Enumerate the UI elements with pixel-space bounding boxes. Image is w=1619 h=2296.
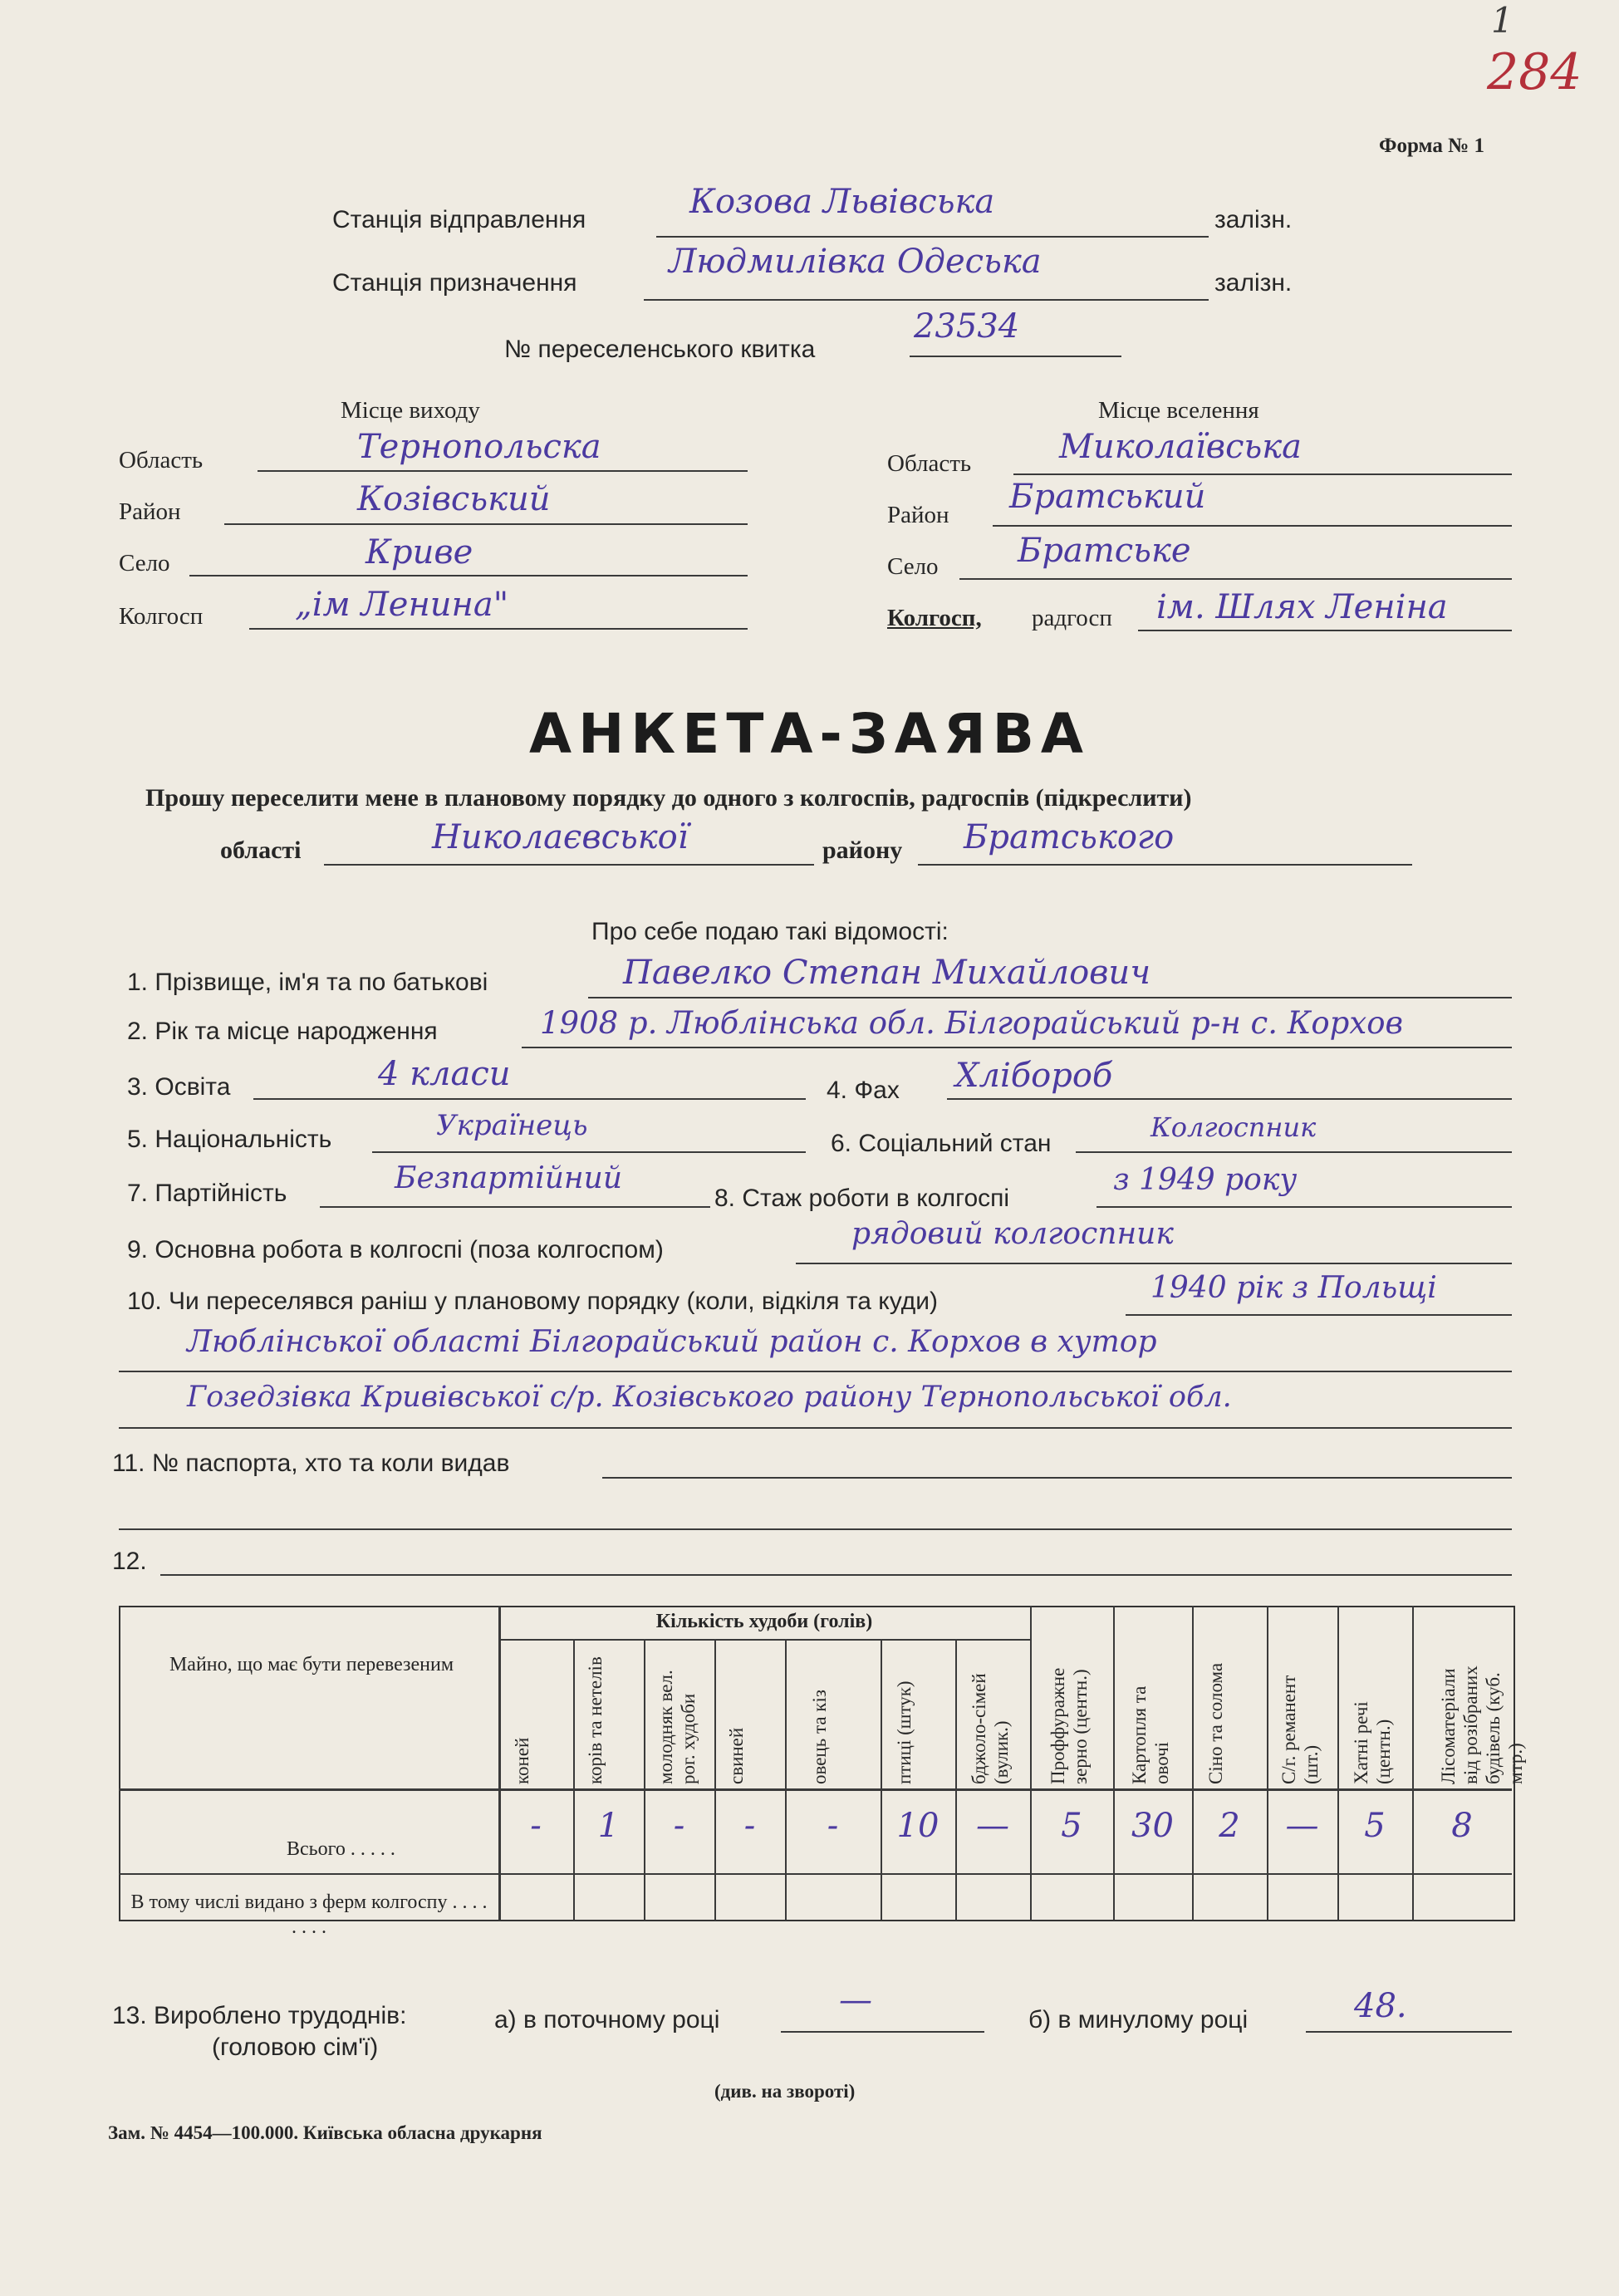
departure-rail: залізн. <box>1214 206 1293 233</box>
f2-label: 2. Рік та місце народження <box>127 1018 438 1045</box>
workdays-sub-label: (головою сім'ї) <box>212 2034 379 2061</box>
info-heading: Про себе подаю такі відомості: <box>591 918 949 945</box>
column-header-1: коней <box>512 1737 532 1784</box>
f12-label: 12. <box>112 1548 147 1575</box>
origin-oblast-label: Область <box>119 447 204 473</box>
f10-value-1: 1940 рік з Польщі <box>1150 1271 1437 1305</box>
total-value-5: - <box>827 1807 839 1845</box>
destination-selo-label: Село <box>887 553 939 580</box>
destination-oblast-value: Миколаївська <box>1059 428 1302 466</box>
origin-kolhosp-label: Колгосп <box>119 603 204 630</box>
archive-number: 284 <box>1487 43 1582 101</box>
origin-title: Місце виходу <box>341 397 480 424</box>
request-raion-value: Братського <box>964 818 1175 856</box>
destination-title: Місце вселення <box>1098 397 1259 424</box>
total-value-3: - <box>673 1807 685 1845</box>
f1-value: Павелко Степан Михайлович <box>623 954 1151 992</box>
total-value-9: 30 <box>1131 1807 1174 1845</box>
workdays-current-value: — <box>839 1981 872 2019</box>
destination-raion-label: Район <box>887 502 949 528</box>
f3-value: 4 класи <box>378 1055 511 1093</box>
f6-label: 6. Соціальний стан <box>831 1130 1052 1157</box>
cattle-header: Кількість худоби (голів) <box>655 1611 873 1632</box>
see-reverse: (див. на звороті) <box>714 2081 856 2102</box>
destination-raion-value: Братський <box>1009 478 1206 516</box>
total-value-10: 2 <box>1219 1807 1240 1845</box>
total-value-13: 8 <box>1451 1807 1473 1845</box>
column-header-3: молодняк вел. рог. худоби <box>655 1670 699 1784</box>
printer-note: Зам. № 4454—100.000. Київська обласна друкарня <box>108 2122 542 2143</box>
total-value-2: 1 <box>597 1807 620 1845</box>
departure-value: Козова Львівська <box>689 183 995 221</box>
f11-label: 11. № паспорта, хто та коли видав <box>112 1450 510 1477</box>
f7-label: 7. Партійність <box>127 1180 287 1207</box>
request-raion-label: району <box>822 836 903 864</box>
destination-value: Людмилівка Одеська <box>669 243 1042 281</box>
destination-kolhosp-value: ім. Шлях Леніна <box>1156 588 1448 626</box>
f2-value: 1908 р. Люблінська обл. Білгорайський р-н с. Корхов <box>540 1005 1403 1041</box>
request-oblast-label: області <box>220 836 302 864</box>
total-value-1: - <box>530 1807 542 1845</box>
f5-value: Українець <box>436 1109 588 1142</box>
f3-label: 3. Освіта <box>127 1073 231 1101</box>
destination-rail: залізн. <box>1214 269 1293 297</box>
f8-value: з 1949 року <box>1113 1163 1298 1197</box>
origin-selo-label: Село <box>119 550 170 576</box>
destination-label: Станція призначення <box>332 269 577 297</box>
column-header-4: свиней <box>725 1727 747 1784</box>
f5-label: 5. Національність <box>127 1126 332 1153</box>
f6-value: Колгоспник <box>1150 1111 1317 1143</box>
property-label: Майно, що має бути перевезеним <box>169 1654 454 1675</box>
farm-label: В тому числі видано з ферм колгоспу . . . . . . . . <box>130 1891 488 1938</box>
f4-value: Хлібороб <box>955 1057 1113 1095</box>
column-header-13: Лісоматеріали від розібраних будівель (куб. мтр.) <box>1438 1666 1526 1784</box>
origin-oblast-value: Тернопольска <box>357 428 601 466</box>
workdays-last-value: 48. <box>1354 1987 1407 2025</box>
column-header-5: овець та кіз <box>808 1690 830 1784</box>
origin-raion-label: Район <box>119 498 181 525</box>
request-text: Прошу переселити мене в плановому порядку до одного з колгоспів, радгоспів (підкреслити) <box>145 784 1192 812</box>
archive-small-mark: 1 <box>1491 0 1514 41</box>
total-value-12: 5 <box>1364 1807 1386 1845</box>
origin-kolhosp-value: „ім Ленина" <box>295 586 509 624</box>
total-value-11: — <box>1285 1807 1319 1845</box>
ticket-label: № переселенського квитка <box>504 336 816 363</box>
column-header-8: Проффуражне зерно (центн.) <box>1047 1667 1091 1784</box>
column-header-11: С/г. реманент (шт.) <box>1278 1675 1322 1784</box>
form-number: Форма № 1 <box>1379 135 1484 157</box>
f7-value: Безпартійний <box>395 1161 623 1195</box>
column-header-2: корів та нетелів <box>584 1656 606 1784</box>
total-value-4: - <box>743 1807 756 1845</box>
origin-selo-value: Криве <box>366 533 473 572</box>
total-value-6: 10 <box>896 1807 940 1845</box>
workdays-label: 13. Вироблено трудоднів: <box>112 2002 407 2029</box>
f9-label: 9. Основна робота в колгоспі (поза колгоспом) <box>127 1236 664 1263</box>
workdays-last-label: б) в минулому році <box>1028 2006 1249 2034</box>
f1-label: 1. Прізвище, ім'я та по батькові <box>127 969 488 996</box>
departure-label: Станція відправлення <box>332 206 586 233</box>
column-header-12: Хатні речі (центн.) <box>1351 1701 1394 1784</box>
total-value-8: 5 <box>1061 1807 1082 1845</box>
column-header-7: бджоло-сімей (вулик.) <box>969 1673 1012 1784</box>
column-header-10: Сіно та солома <box>1205 1662 1226 1784</box>
total-label: Всього . . . . . <box>287 1838 395 1860</box>
f10-value-2: Люблінської області Білгорайський район с. Корхов в хутор <box>187 1325 1157 1359</box>
workdays-current-label: а) в поточному році <box>494 2006 720 2034</box>
destination-selo-value: Братське <box>1018 532 1191 570</box>
form-title: АНКЕТА-ЗАЯВА <box>528 702 1090 766</box>
ticket-value: 23534 <box>914 307 1020 346</box>
f9-value: рядовий колгоспник <box>851 1217 1174 1251</box>
column-header-6: птиці (штук) <box>894 1680 915 1784</box>
column-header-9: Картопля та овочі <box>1128 1685 1172 1784</box>
f10-value-3: Гозедзівка Кривівської с/р. Козівського району Тернопольської обл. <box>187 1381 1232 1414</box>
destination-kolhosp-label: Колгосп, <box>887 605 982 631</box>
destination-radhosp-label: радгосп <box>1032 605 1112 631</box>
f10-label: 10. Чи переселявся раніш у плановому порядку (коли, відкіля та куди) <box>127 1288 939 1315</box>
destination-oblast-label: Область <box>887 450 972 477</box>
f4-label: 4. Фах <box>827 1077 900 1104</box>
f8-label: 8. Стаж роботи в колгоспі <box>714 1185 1010 1212</box>
total-value-7: — <box>976 1807 1009 1845</box>
request-oblast-value: Николаєвської <box>432 818 689 856</box>
origin-raion-value: Козівський <box>357 480 551 518</box>
